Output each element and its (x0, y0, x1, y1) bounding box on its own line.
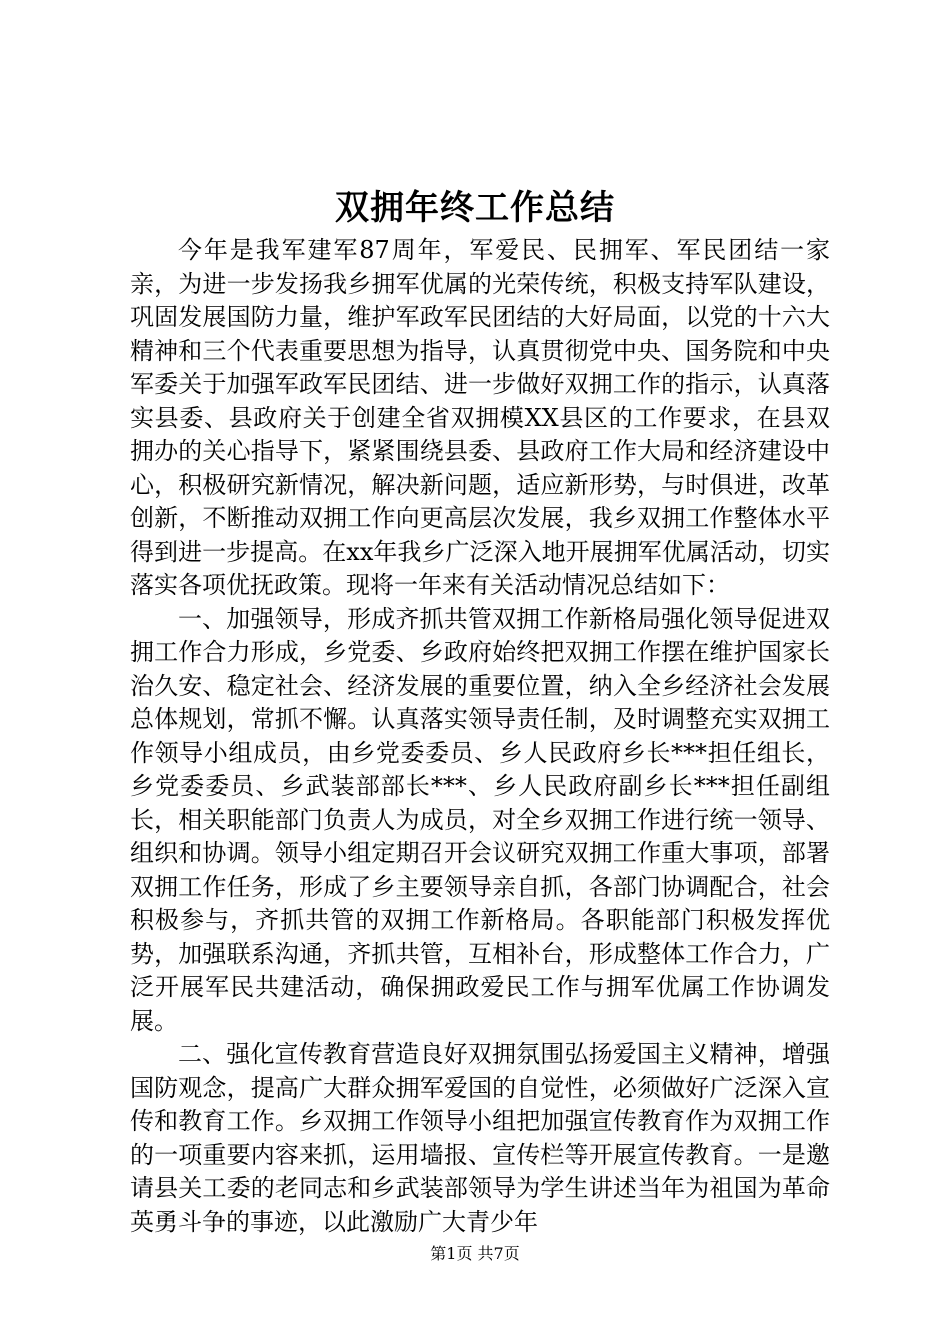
page-number-footer: 第1页 共7页 (430, 1244, 520, 1263)
document-body (130, 234, 830, 1239)
document-title: 双拥年终工作总结 (335, 188, 615, 228)
paragraph-intro: 今年是我军建军87周年，军爱民、民拥军、军民团结一家亲，为进一步发扬我乡拥军优属的光荣传统，积极支持军队建设，巩固发展国防力量，维护军政军民团结的大好局面，以党的十六大精神和三个代表重要思想为指导，认真贯彻党中央、国务院和中央军委关于加强军政军民团结、进一步做好双拥工作的指示，认真落实县委、县政府关于创建全省双拥模XX县区的工作要求，在县双拥办的关心指导下，紧紧围绕县委、县政府工作大局和经济建设中心，积极研究新情况，解决新问题，适应新形势，与时俱进，改革创新，不断推动双拥工作向更高层次发展，我乡双拥工作整体水平得到进一步提高。在xx年我乡广泛深入地开展拥军优属活动，切实落实各项优抚政策。现将一年来有关活动情况总结如下： (130, 236, 830, 599)
paragraph-section-1: 一、加强领导，形成齐抓共管双拥工作新格局强化领导促进双拥工作合力形成，乡党委、乡政府始终把双拥工作摆在维护国家长治久安、稳定社会、经济发展的重要位置，纳入全乡经济社会发展总体规划，常抓不懈。认真落实领导责任制，及时调整充实双拥工作领导小组成员，由乡党委委员、乡人民政府乡长***担任组长，乡党委委员、乡武装部部长***、乡人民政府副乡长***担任副组长，相关职能部门负责人为成员，对全乡双拥工作进行统一领导、组织和协调。领导小组定期召开会议研究双拥工作重大事项，部署双拥工作任务，形成了乡主要领导亲自抓，各部门协调配合，社会积极参与，齐抓共管的双拥工作新格局。各职能部门积极发挥优势，加强联系沟通，齐抓共管，互相补台，形成整体工作合力，广泛开展军民共建活动，确保拥政爱民工作与拥军优属工作协调发展。 (130, 604, 830, 1035)
paragraph-section-2: 二、强化宣传教育营造良好双拥氛围弘扬爱国主义精神，增强国防观念，提高广大群众拥军爱国的自觉性，必须做好广泛深入宣传和教育工作。乡双拥工作领导小组把加强宣传教育作为双拥工作的一项重要内容来抓，运用墙报、宣传栏等开展宣传教育。一是邀请县关工委的老同志和乡武装部领导为学生讲述当年为祖国为革命英勇斗争的事迹，以此激励广大青少年 (130, 1040, 830, 1236)
